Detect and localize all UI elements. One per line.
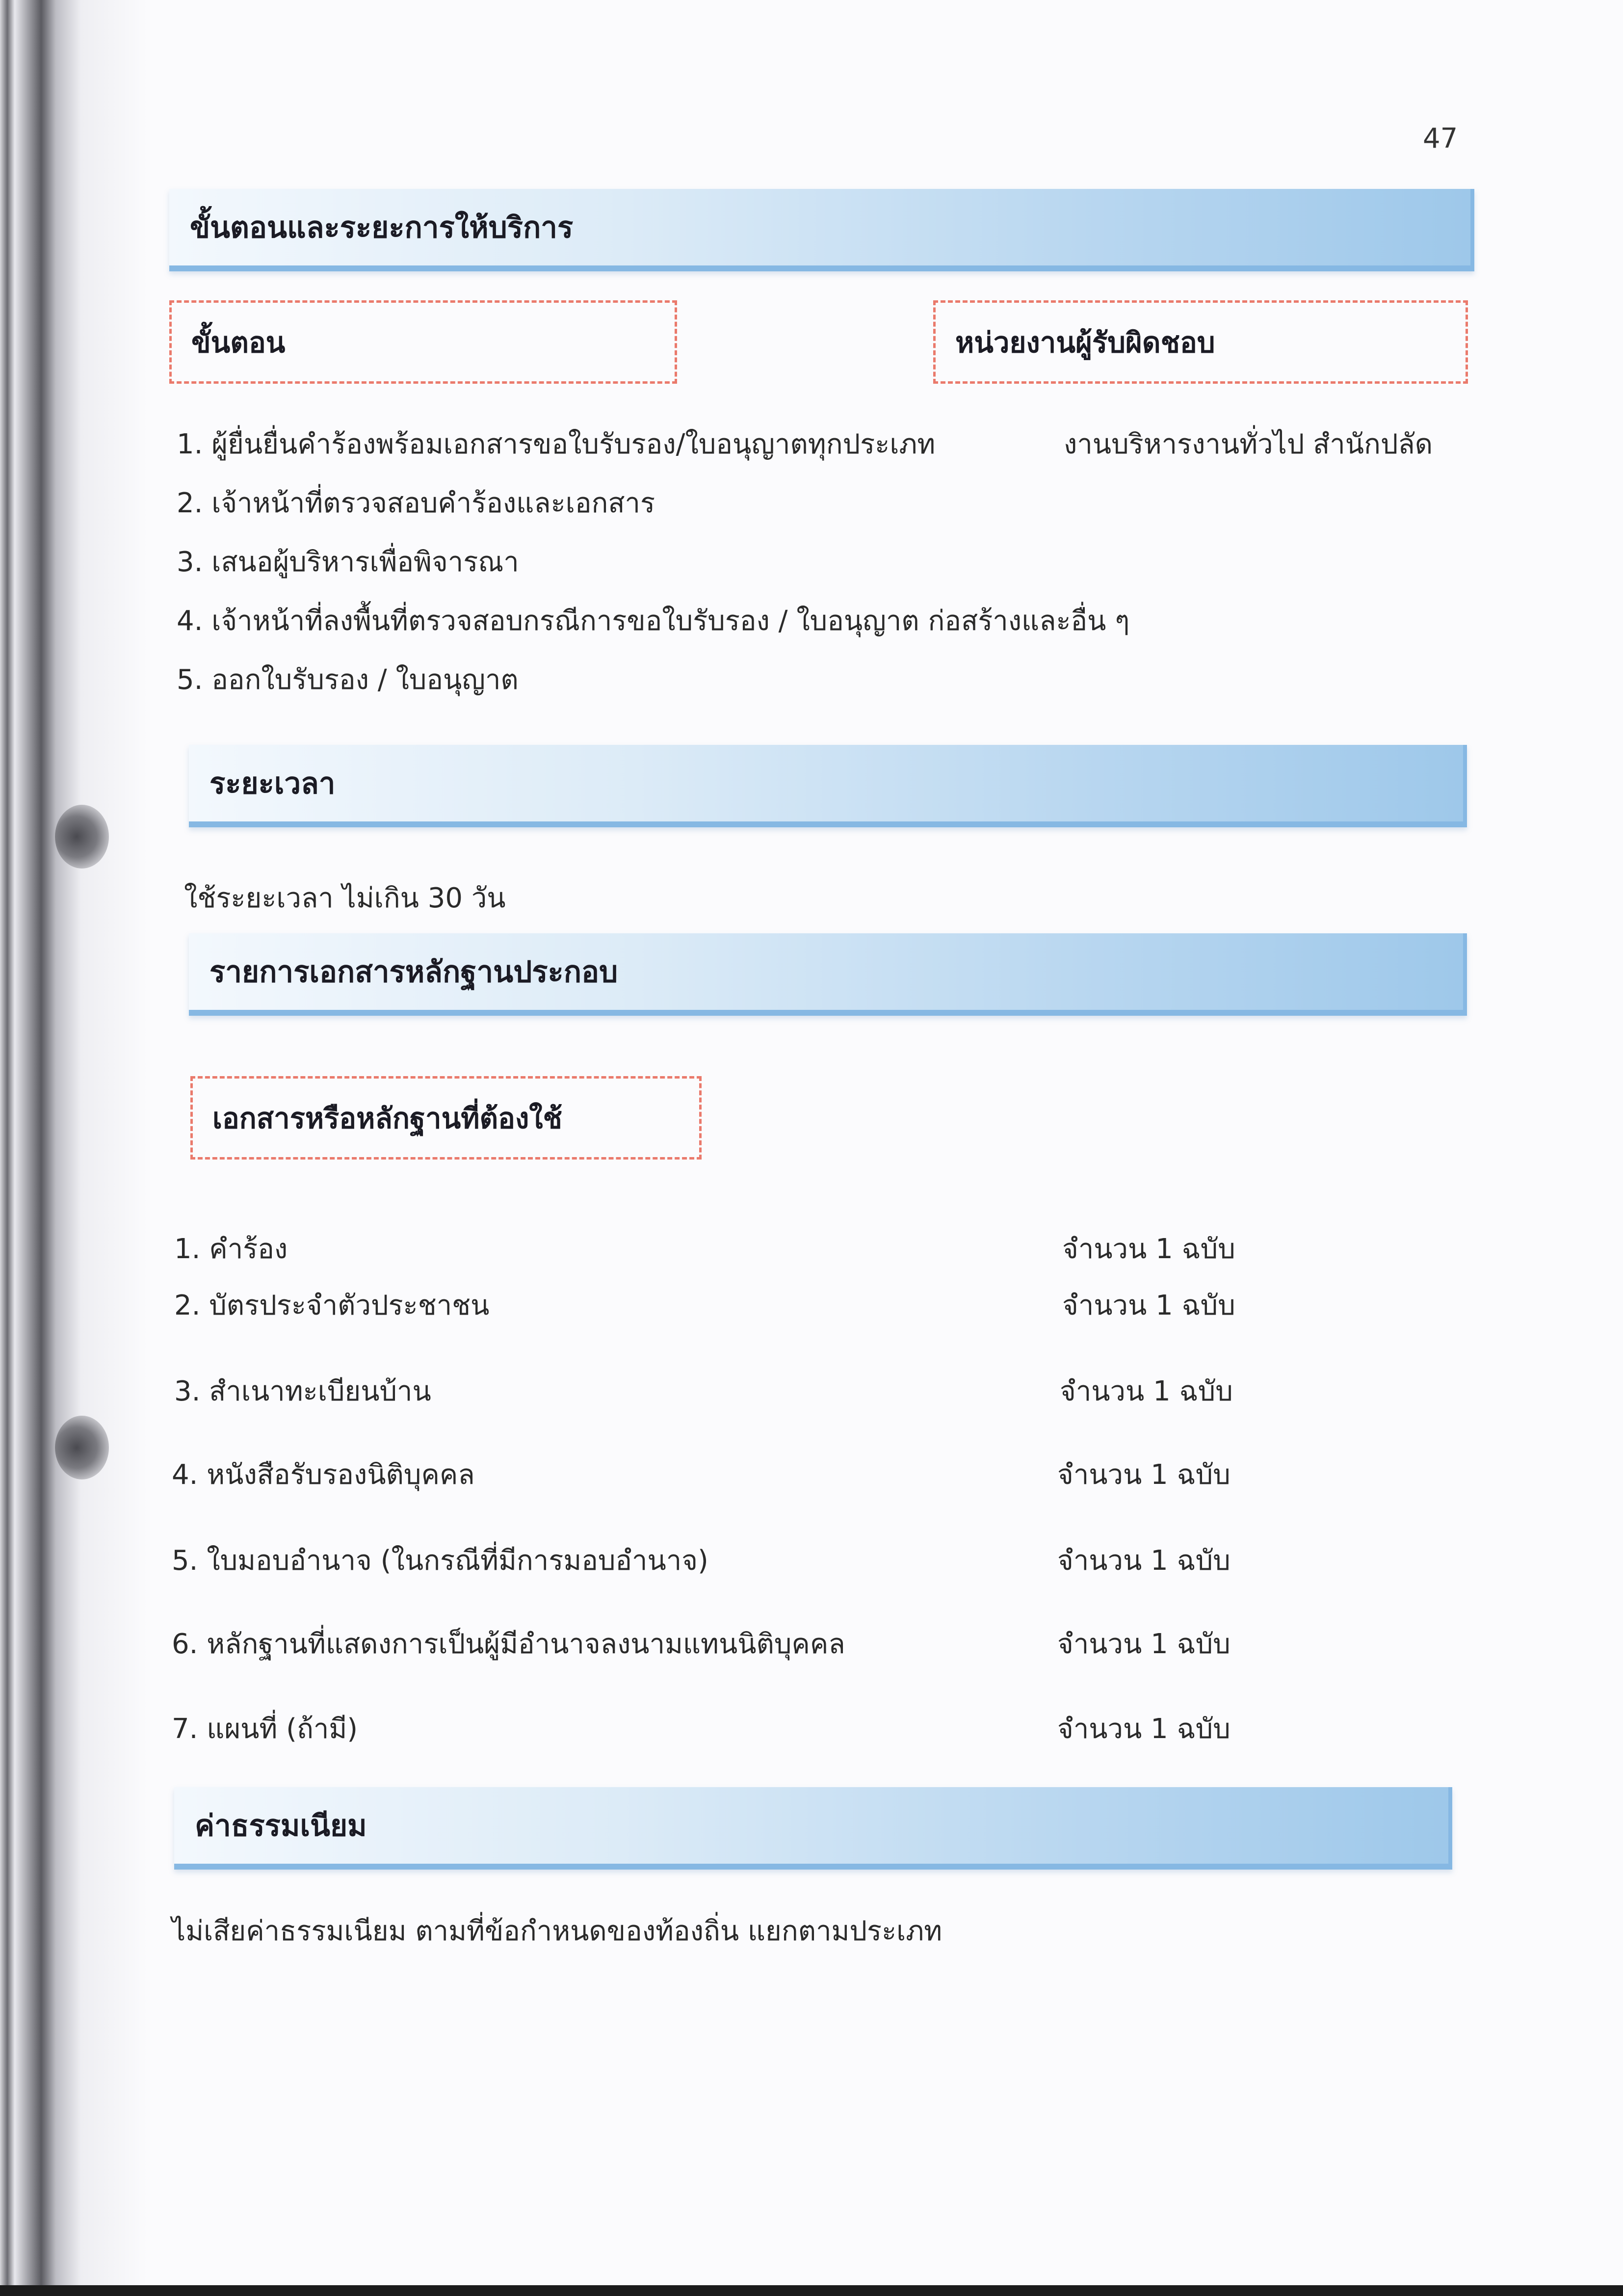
step-5: 5. ออกใบรับรอง / ใบอนุญาต bbox=[177, 664, 519, 696]
document-item-name: 6. หลักฐานที่แสดงการเป็นผู้มีอำนาจลงนามแทนนิติบุคคล bbox=[172, 1628, 845, 1660]
document-item-quantity: จำนวน 1 ฉบับ bbox=[1057, 1459, 1230, 1491]
document-item-name: 3. สำเนาทะเบียนบ้าน bbox=[174, 1375, 431, 1407]
section-header-documents: รายการเอกสารหลักฐานประกอบ bbox=[189, 933, 1467, 1016]
section-header-fees: ค่าธรรมเนียม bbox=[174, 1787, 1452, 1870]
required-documents-header-box: เอกสารหรือหลักฐานที่ต้องใช้ bbox=[190, 1076, 702, 1160]
responsible-unit: งานบริหารงานทั่วไป สำนักปลัด bbox=[1064, 428, 1433, 460]
document-item-quantity: จำนวน 1 ฉบับ bbox=[1062, 1233, 1235, 1265]
section-header-duration: ระยะเวลา bbox=[189, 745, 1467, 827]
step-3: 3. เสนอผู้บริหารเพื่อพิจารณา bbox=[177, 546, 519, 578]
document-item-quantity: จำนวน 1 ฉบับ bbox=[1060, 1375, 1233, 1407]
page-number: 47 bbox=[1423, 123, 1458, 155]
scan-bottom-edge bbox=[0, 2285, 1623, 2296]
fees-text: ไม่เสียค่าธรรมเนียม ตามที่ข้อกำหนดของท้องถิ่น แยกตามประเภท bbox=[172, 1915, 942, 1947]
responsible-header-box: หน่วยงานผู้รับผิดชอบ bbox=[933, 300, 1468, 384]
step-4: 4. เจ้าหน้าที่ลงพื้นที่ตรวจสอบกรณีการขอใบรับรอง / ใบอนุญาต ก่อสร้างและอื่น ๆ bbox=[177, 605, 1130, 637]
duration-text: ใช้ระยะเวลา ไม่เกิน 30 วัน bbox=[184, 882, 506, 914]
document-item-quantity: จำนวน 1 ฉบับ bbox=[1062, 1290, 1235, 1321]
step-2: 2. เจ้าหน้าที่ตรวจสอบคำร้องและเอกสาร bbox=[177, 487, 655, 519]
section-header-service-steps: ขั้นตอนและระยะการให้บริการ bbox=[169, 189, 1474, 271]
document-item-name: 7. แผนที่ (ถ้ามี) bbox=[172, 1713, 358, 1745]
punch-hole-top bbox=[55, 805, 109, 869]
document-item-name: 4. หนังสือรับรองนิติบุคคล bbox=[172, 1459, 475, 1491]
document-item-name: 5. ใบมอบอำนาจ (ในกรณีที่มีการมอบอำนาจ) bbox=[172, 1545, 708, 1577]
document-item-name: 2. บัตรประจำตัวประชาชน bbox=[174, 1290, 490, 1321]
document-item-quantity: จำนวน 1 ฉบับ bbox=[1057, 1713, 1230, 1745]
binding-shadow bbox=[0, 0, 147, 2296]
document-item-quantity: จำนวน 1 ฉบับ bbox=[1057, 1628, 1230, 1660]
document-item-name: 1. คำร้อง bbox=[174, 1233, 288, 1265]
punch-hole-bottom bbox=[55, 1416, 109, 1479]
document-item-quantity: จำนวน 1 ฉบับ bbox=[1057, 1545, 1230, 1577]
steps-header-box: ขั้นตอน bbox=[169, 300, 677, 384]
step-1: 1. ผู้ยื่นยื่นคำร้องพร้อมเอกสารขอใบรับรอง/ใบอนุญาตทุกประเภท bbox=[177, 428, 936, 460]
